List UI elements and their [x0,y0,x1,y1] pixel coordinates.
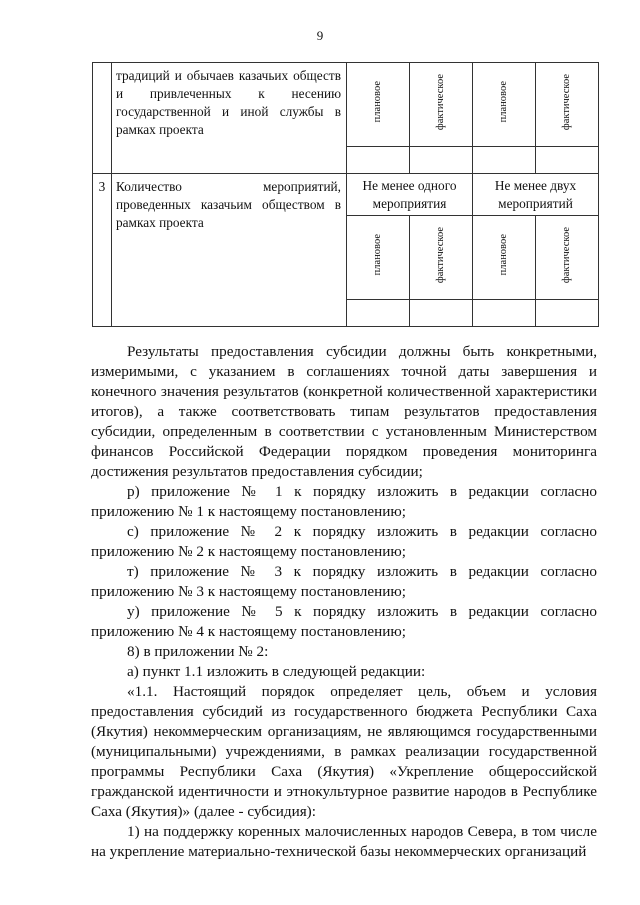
page-number: 9 [316,28,324,43]
table-row [93,63,599,147]
paragraph-results: Результаты предоставления субсидии должны быть конкретными, измеримыми, с указанием в соглашениях точной даты завершения и конечного значения результатов (конкретной количественной характеристики итогов), а также соответствовать типам результатов предоставления субсидии, определенным в соответствии с установленным Министерством финансов Российской Федерации порядком проведения мониторинга достижения результатов предоставления субсидии; [91,343,597,480]
value-cell [410,147,473,174]
value-cell [347,147,410,174]
group-header: Не менее двух мероприятий [473,174,599,216]
paragraph-item-s: с) приложение № 2 к порядку изложить в редакции согласно приложению № 2 к настоящему постановлению; [91,523,597,560]
column-header-actual: фактическое [536,216,599,300]
paragraph-item-a: а) пункт 1.1 изложить в следующей редакции: [127,663,426,680]
value-cell [347,300,410,327]
table-row [93,174,599,216]
row-number [93,63,112,174]
paragraph-item-t: т) приложение № 3 к порядку изложить в редакции согласно приложению № 3 к настоящему постановлению; [91,563,597,600]
row-description: Количество мероприятий, проведенных казачьим обществом в рамках проекта [112,174,347,327]
value-cell [410,300,473,327]
results-table [92,62,599,327]
paragraph-item-u: у) приложение № 5 к порядку изложить в редакции согласно приложению № 4 к настоящему постановлению; [91,603,597,640]
column-header-actual: фактическое [410,216,473,300]
value-cell [473,147,536,174]
row-description: традиций и обычаев казачьих обществ и привлеченных к несению государственной и иной службы в рамках проекта [112,63,347,174]
value-cell [536,300,599,327]
column-header-planned: плановое [347,63,410,147]
row-number: 3 [93,174,112,327]
group-header: Не менее одного мероприятия [347,174,473,216]
document-body [91,342,597,862]
paragraph-clause-1-1: «1.1. Настоящий порядок определяет цель, объем и условия предоставления субсидий из государственного бюджета Республики Саха (Якутия) некоммерческим организациям, не являющимся государственными (муниципальными) учреждениями, в рамках реализации государственной программы Республики Саха (Якутия) «Укрепление общероссийской гражданской идентичности и этнокультурное развитие народов в Республике Саха (Якутия)» (далее - субсидия): [91,683,597,820]
paragraph-subitem-1: 1) на поддержку коренных малочисленных народов Севера, в том числе на укрепление материально-технической базы некоммерческих организаций [91,823,597,860]
value-cell [473,300,536,327]
column-header-planned: плановое [473,63,536,147]
paragraph-item-8: 8) в приложении № 2: [127,643,269,660]
value-cell [536,147,599,174]
column-header-planned: плановое [347,216,410,300]
paragraph-item-r: р) приложение № 1 к порядку изложить в редакции согласно приложению № 1 к настоящему постановлению; [91,483,597,520]
column-header-actual: фактическое [410,63,473,147]
column-header-actual: фактическое [536,63,599,147]
column-header-planned: плановое [473,216,536,300]
